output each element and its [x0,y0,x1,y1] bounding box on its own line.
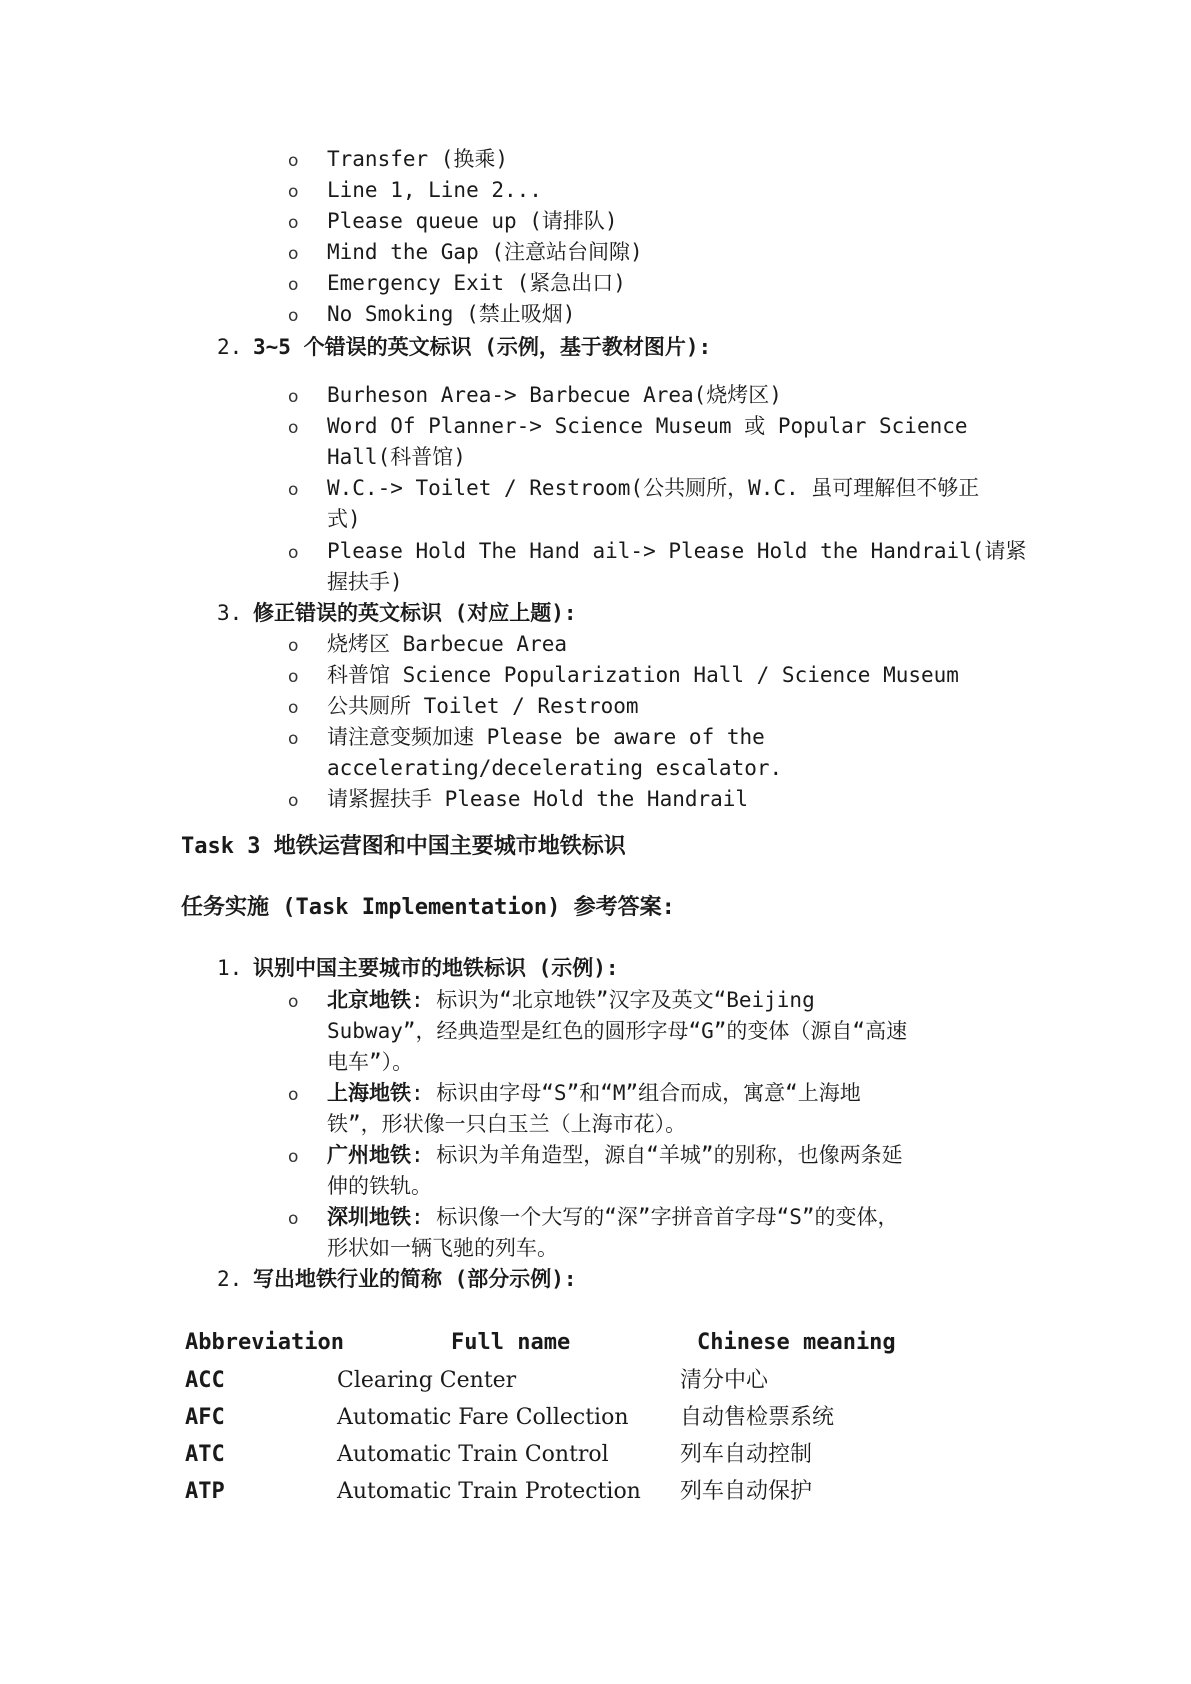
table-cell-full: Automatic Train Protection [337,1479,641,1504]
city-description: : 标识像一个大写的“深”字拼音首字母“S”的变体， [411,1205,899,1229]
list-item-continuation: Hall(科普馆) [327,445,466,469]
city-label: 广州地铁 [327,1143,411,1167]
bullet-marker: o [288,636,299,656]
list-item: Please Hold The Hand ail-> Please Hold the Handrail(请紧 [327,539,1027,563]
list-item: Mind the Gap (注意站台间隙) [327,240,643,264]
bullet-marker: o [288,992,299,1012]
list-item-continuation: 形状如一辆飞驰的列车。 [327,1236,558,1260]
table-header: Chinese meaning [697,1330,896,1355]
list-item-continuation: 伸的铁轨。 [327,1174,432,1198]
bullet-marker: o [288,1147,299,1167]
list-item: Please queue up (请排队) [327,209,618,233]
bullet-marker: o [288,306,299,326]
list-item [327,985,815,1016]
bullet-marker: o [288,543,299,563]
list-item: Transfer (换乘) [327,147,509,171]
list-item-continuation: 式) [327,507,361,531]
list-item: No Smoking (禁止吸烟) [327,302,576,326]
table-cell-chinese: 清分中心 [680,1368,769,1393]
bullet-marker: o [288,729,299,749]
list-item: 烧烤区 Barbecue Area [327,632,568,656]
bullet-marker: o [288,387,299,407]
bullet-marker: o [288,418,299,438]
section-title: 写出地铁行业的简称 (部分示例): [253,1267,577,1291]
table-header: Full name [451,1330,571,1355]
section-number: 1. [217,956,243,980]
list-item [327,1078,861,1109]
list-item-continuation: 握扶手) [327,570,403,594]
city-description: : 标识为“北京地铁”汉字及英文“Beijing [411,988,815,1012]
task-title: Task 3 地铁运营图和中国主要城市地铁标识 [181,834,626,859]
list-item [327,1202,899,1233]
bullet-marker: o [288,480,299,500]
table-cell-full: Clearing Center [337,1368,517,1393]
section-number: 3. [217,601,243,625]
list-item: Line 1, Line 2... [327,178,542,202]
bullet-marker: o [288,791,299,811]
table-cell-full: Automatic Train Control [337,1442,609,1467]
list-item-continuation: 电车”）。 [327,1050,414,1074]
table-cell-chinese: 列车自动控制 [680,1442,813,1467]
city-label: 深圳地铁 [327,1205,411,1229]
list-item: 公共厕所 Toilet / Restroom [327,694,639,718]
bullet-marker: o [288,698,299,718]
bullet-marker: o [288,667,299,687]
list-item-continuation: 铁”，形状像一只白玉兰（上海市花）。 [327,1112,687,1136]
section-title: 识别中国主要城市的地铁标识 (示例): [253,956,619,980]
table-cell-chinese: 自动售检票系统 [680,1405,835,1430]
list-item-continuation: accelerating/decelerating escalator. [327,756,783,780]
section-number: 2. [217,1267,243,1291]
table-cell-abbr: AFC [185,1405,225,1430]
list-item: 请注意变频加速 Please be aware of the [327,725,765,749]
bullet-marker: o [288,244,299,264]
table-cell-abbr: ACC [185,1368,225,1393]
bullet-marker: o [288,151,299,171]
city-label: 北京地铁 [327,988,411,1012]
list-item [327,1140,903,1171]
bullet-marker: o [288,213,299,233]
bullet-marker: o [288,1085,299,1105]
table-cell-full: Automatic Fare Collection [337,1405,629,1430]
bullet-marker: o [288,182,299,202]
bullet-marker: o [288,1209,299,1229]
list-item: Word Of Planner-> Science Museum 或 Popular Science [327,414,968,438]
city-description: : 标识由字母“S”和“M”组合而成，寓意“上海地 [411,1081,861,1105]
table-cell-abbr: ATP [185,1479,225,1504]
section-title: 修正错误的英文标识 (对应上题): [253,601,577,625]
list-item: Emergency Exit (紧急出口) [327,271,626,295]
list-item: 科普馆 Science Popularization Hall / Science Museum [327,663,959,687]
table-cell-abbr: ATC [185,1442,225,1467]
city-label: 上海地铁 [327,1081,411,1105]
table-cell-chinese: 列车自动保护 [680,1479,813,1504]
section-title: 3~5 个错误的英文标识 (示例，基于教材图片): [253,335,712,359]
list-item: W.C.-> Toilet / Restroom(公共厕所，W.C. 虽可理解但不够正 [327,476,980,500]
bullet-marker: o [288,275,299,295]
list-item: 请紧握扶手 Please Hold the Handrail [327,787,749,811]
city-description: : 标识为羊角造型，源自“羊城”的别称，也像两条延 [411,1143,903,1167]
implementation-title: 任务实施 (Task Implementation) 参考答案: [181,895,675,920]
table-header: Abbreviation [185,1330,344,1355]
list-item-continuation: Subway”，经典造型是红色的圆形字母“G”的变体（源自“高速 [327,1019,908,1043]
list-item: Burheson Area-> Barbecue Area(烧烤区) [327,383,782,407]
section-number: 2. [217,335,243,359]
